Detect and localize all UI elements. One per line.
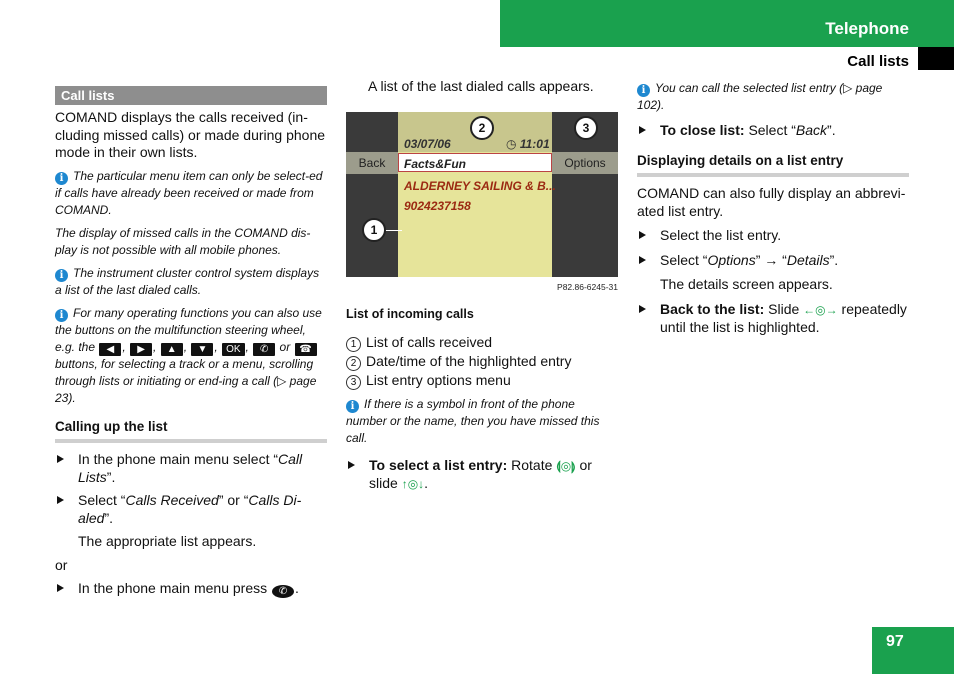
heading-calling-up: Calling up the list	[55, 418, 327, 444]
slide-controller-icon: ↑◎↓	[401, 477, 425, 491]
legend-2: 2 Date/time of the highlighted entry	[346, 353, 618, 371]
missed-call-note: i If there is a symbol in front of the phone number or the name, then you have missed this call.	[346, 396, 600, 445]
result-text: The appropriate list appears.	[78, 533, 257, 549]
info-icon: i	[346, 400, 359, 413]
step-select-entry: To select a list entry: Rotate ⟬◎⟭ or slide ↑◎↓.	[346, 457, 618, 494]
page-number: 97	[886, 633, 904, 650]
section-bar-title: Call lists	[55, 86, 327, 105]
slide-left-right-controller-icon: ←◎→	[803, 302, 838, 317]
intro-text: A list of the last dialed calls appears.	[368, 78, 594, 94]
info-icon: i	[637, 84, 650, 97]
legend-1: 1 List of calls received	[346, 334, 618, 352]
subsection-title: Call lists	[847, 53, 909, 70]
column-left	[55, 86, 327, 598]
details-result: The details screen appears.	[660, 276, 833, 292]
comand-screen-figure	[346, 112, 618, 277]
left-key-icon: ◀	[99, 343, 121, 356]
heading-details: Displaying details on a list entry	[637, 152, 909, 178]
screen-entry-number[interactable]: 9024237158	[404, 198, 471, 213]
step-select-details: Select “Options” → “Details”.	[637, 252, 909, 270]
phone-end-key-icon: ☎	[295, 343, 317, 356]
note-3: i The instrument cluster control system displays a list of the last dialed calls.	[55, 265, 320, 297]
up-key-icon: ▲	[161, 343, 183, 356]
intro-text: COMAND displays the calls received (in-cluding missed calls) or made during phone mode in their own lists.	[55, 109, 326, 160]
or-text: or	[55, 556, 68, 573]
figure-code: P82.86-6245-31	[557, 281, 618, 292]
step-close-list: To close list: Select “Back”.	[637, 122, 909, 140]
clock-icon: ◷	[506, 136, 517, 151]
page-number-box	[872, 627, 954, 674]
phone-accept-key-icon: ✆	[253, 343, 275, 356]
info-icon: i	[55, 172, 68, 185]
callout-2: 2	[470, 116, 494, 140]
figure-caption: List of incoming calls	[346, 307, 474, 321]
screen-back-button[interactable]: Back	[346, 152, 398, 174]
step-call-lists: In the phone main menu select “Call Lists”.	[55, 451, 327, 486]
note-1: i The particular menu item can only be select-ed if calls have already been received or made from COMAND.	[55, 168, 323, 217]
column-middle	[346, 78, 618, 494]
screen-entry-name[interactable]: ALDERNEY SAILING & B...	[404, 178, 556, 193]
info-icon: i	[55, 269, 68, 282]
call-entry-note: i You can call the selected list entry (▷ page 102).	[637, 81, 883, 112]
note-2: The display of missed calls in the COMAND dis-play is not possible with all mobile phones.	[55, 225, 311, 257]
info-icon: i	[55, 309, 68, 322]
callout-1: 1	[362, 218, 386, 242]
screen-time: ◷ 11:01	[506, 136, 550, 151]
rotate-controller-icon: ⟬◎⟭	[556, 458, 576, 473]
legend-3: 3 List entry options menu	[346, 372, 618, 390]
ok-key-icon: OK	[222, 343, 244, 356]
header-section-bar	[500, 0, 954, 47]
screen-date: 03/07/06	[404, 136, 451, 151]
step-select-calls: Select “Calls Received” or “Calls Di-aled”.	[55, 492, 327, 527]
screen-entry-highlighted[interactable]: Facts&Fun	[404, 156, 467, 171]
details-intro: COMAND can also fully display an abbrevi-ated list entry.	[637, 185, 906, 219]
subsection-marker	[918, 47, 954, 70]
note-4: i For many operating functions you can also use the buttons on the multifunction steering wheel, e.g. the ◀ , ▶ , ▲ , ▼ , OK , ✆ or ☎ buttons, for selecting a track or a menu, scrolling through lists or initiating or end-ing a call (▷ page 23).	[55, 305, 322, 405]
step-select-entry: Select the list entry.	[637, 227, 909, 245]
screen-options-button[interactable]: Options	[552, 152, 618, 174]
right-key-icon: ▶	[130, 343, 152, 356]
section-title: Telephone	[825, 19, 909, 38]
column-right	[637, 80, 909, 337]
step-press-phone: In the phone main menu press ✆ .	[55, 580, 327, 598]
down-key-icon: ▼	[191, 343, 213, 356]
callout-3: 3	[574, 116, 598, 140]
step-back-to-list: Back to the list: Slide ←◎→ repeatedly until the list is highlighted.	[637, 301, 909, 337]
phone-button-icon: ✆	[272, 585, 294, 598]
